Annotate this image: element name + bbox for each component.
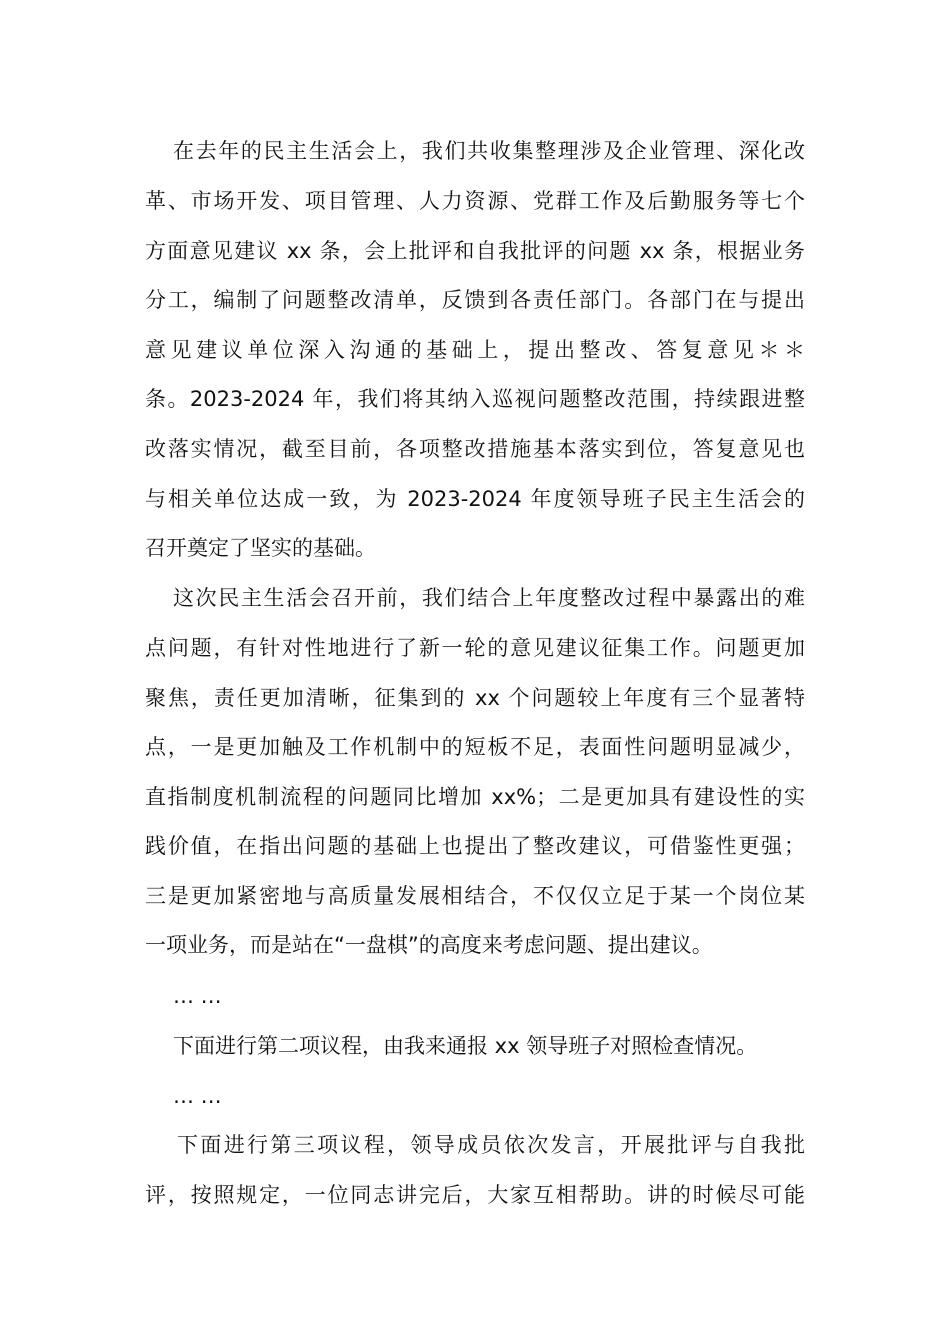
ellipsis-1: … …: [173, 984, 222, 1008]
paragraph-1-line-2: 革、市场开发、项目管理、人力资源、党群工作及后勤服务等七个: [145, 189, 805, 213]
paragraph-3-line-1: 下面进行第二项议程，由我来通报 xx 领导班子对照检查情况。: [173, 1034, 758, 1058]
paragraph-1-line-5: 意见建议单位深入沟通的基础上，提出整改、答复意见＊＊: [145, 338, 805, 362]
paragraph-2-line-2: 点问题，有针对性地进行了新一轮的意见建议征集工作。问题更加: [145, 636, 805, 660]
ellipsis-2: … …: [173, 1084, 222, 1108]
paragraph-1-line-8: 与相关单位达成一致，为 2023-2024 年度领导班子民主生活会的: [145, 487, 805, 511]
paragraph-2-line-5: 直指制度机制流程的问题同比增加 xx%；二是更加具有建设性的实: [145, 785, 805, 809]
paragraph-2-line-8: 一项业务，而是站在“一盘棋”的高度来考虑问题、提出建议。: [145, 933, 713, 957]
paragraph-1-line-1: 在去年的民主生活会上，我们共收集整理涉及企业管理、深化改: [173, 139, 805, 163]
paragraph-2-line-4: 点，一是更加触及工作机制中的短板不足，表面性问题明显减少，: [145, 735, 805, 759]
paragraph-1-line-3: 方面意见建议 xx 条，会上批评和自我批评的问题 xx 条，根据业务: [145, 239, 805, 263]
paragraph-2-line-3: 聚焦，责任更加清晰，征集到的 xx 个问题较上年度有三个显著特: [145, 686, 805, 710]
paragraph-1-line-9: 召开奠定了坚实的基础。: [145, 536, 376, 560]
paragraph-2-line-7: 三是更加紧密地与高质量发展相结合，不仅仅立足于某一个岗位某: [145, 884, 805, 908]
paragraph-1-line-6: 条。2023-2024 年，我们将其纳入巡视问题整改范围，持续跟进整: [145, 387, 805, 411]
paragraph-2-line-1: 这次民主生活会召开前，我们结合上年度整改过程中暴露出的难: [173, 586, 805, 610]
paragraph-2-line-6: 践价值，在指出问题的基础上也提出了整改建议，可借鉴性更强；: [145, 834, 805, 858]
paragraph-1-line-7: 改落实情况，截至目前，各项整改措施基本落实到位，答复意见也: [145, 437, 805, 461]
paragraph-1-line-4: 分工，编制了问题整改清单，反馈到各责任部门。各部门在与提出: [145, 288, 805, 312]
paragraph-4-line-2: 评，按照规定，一位同志讲完后，大家互相帮助。讲的时候尽可能: [145, 1183, 805, 1207]
paragraph-4-line-1: 下面进行第三项议程，领导成员依次发言，开展批评与自我批: [177, 1133, 805, 1157]
